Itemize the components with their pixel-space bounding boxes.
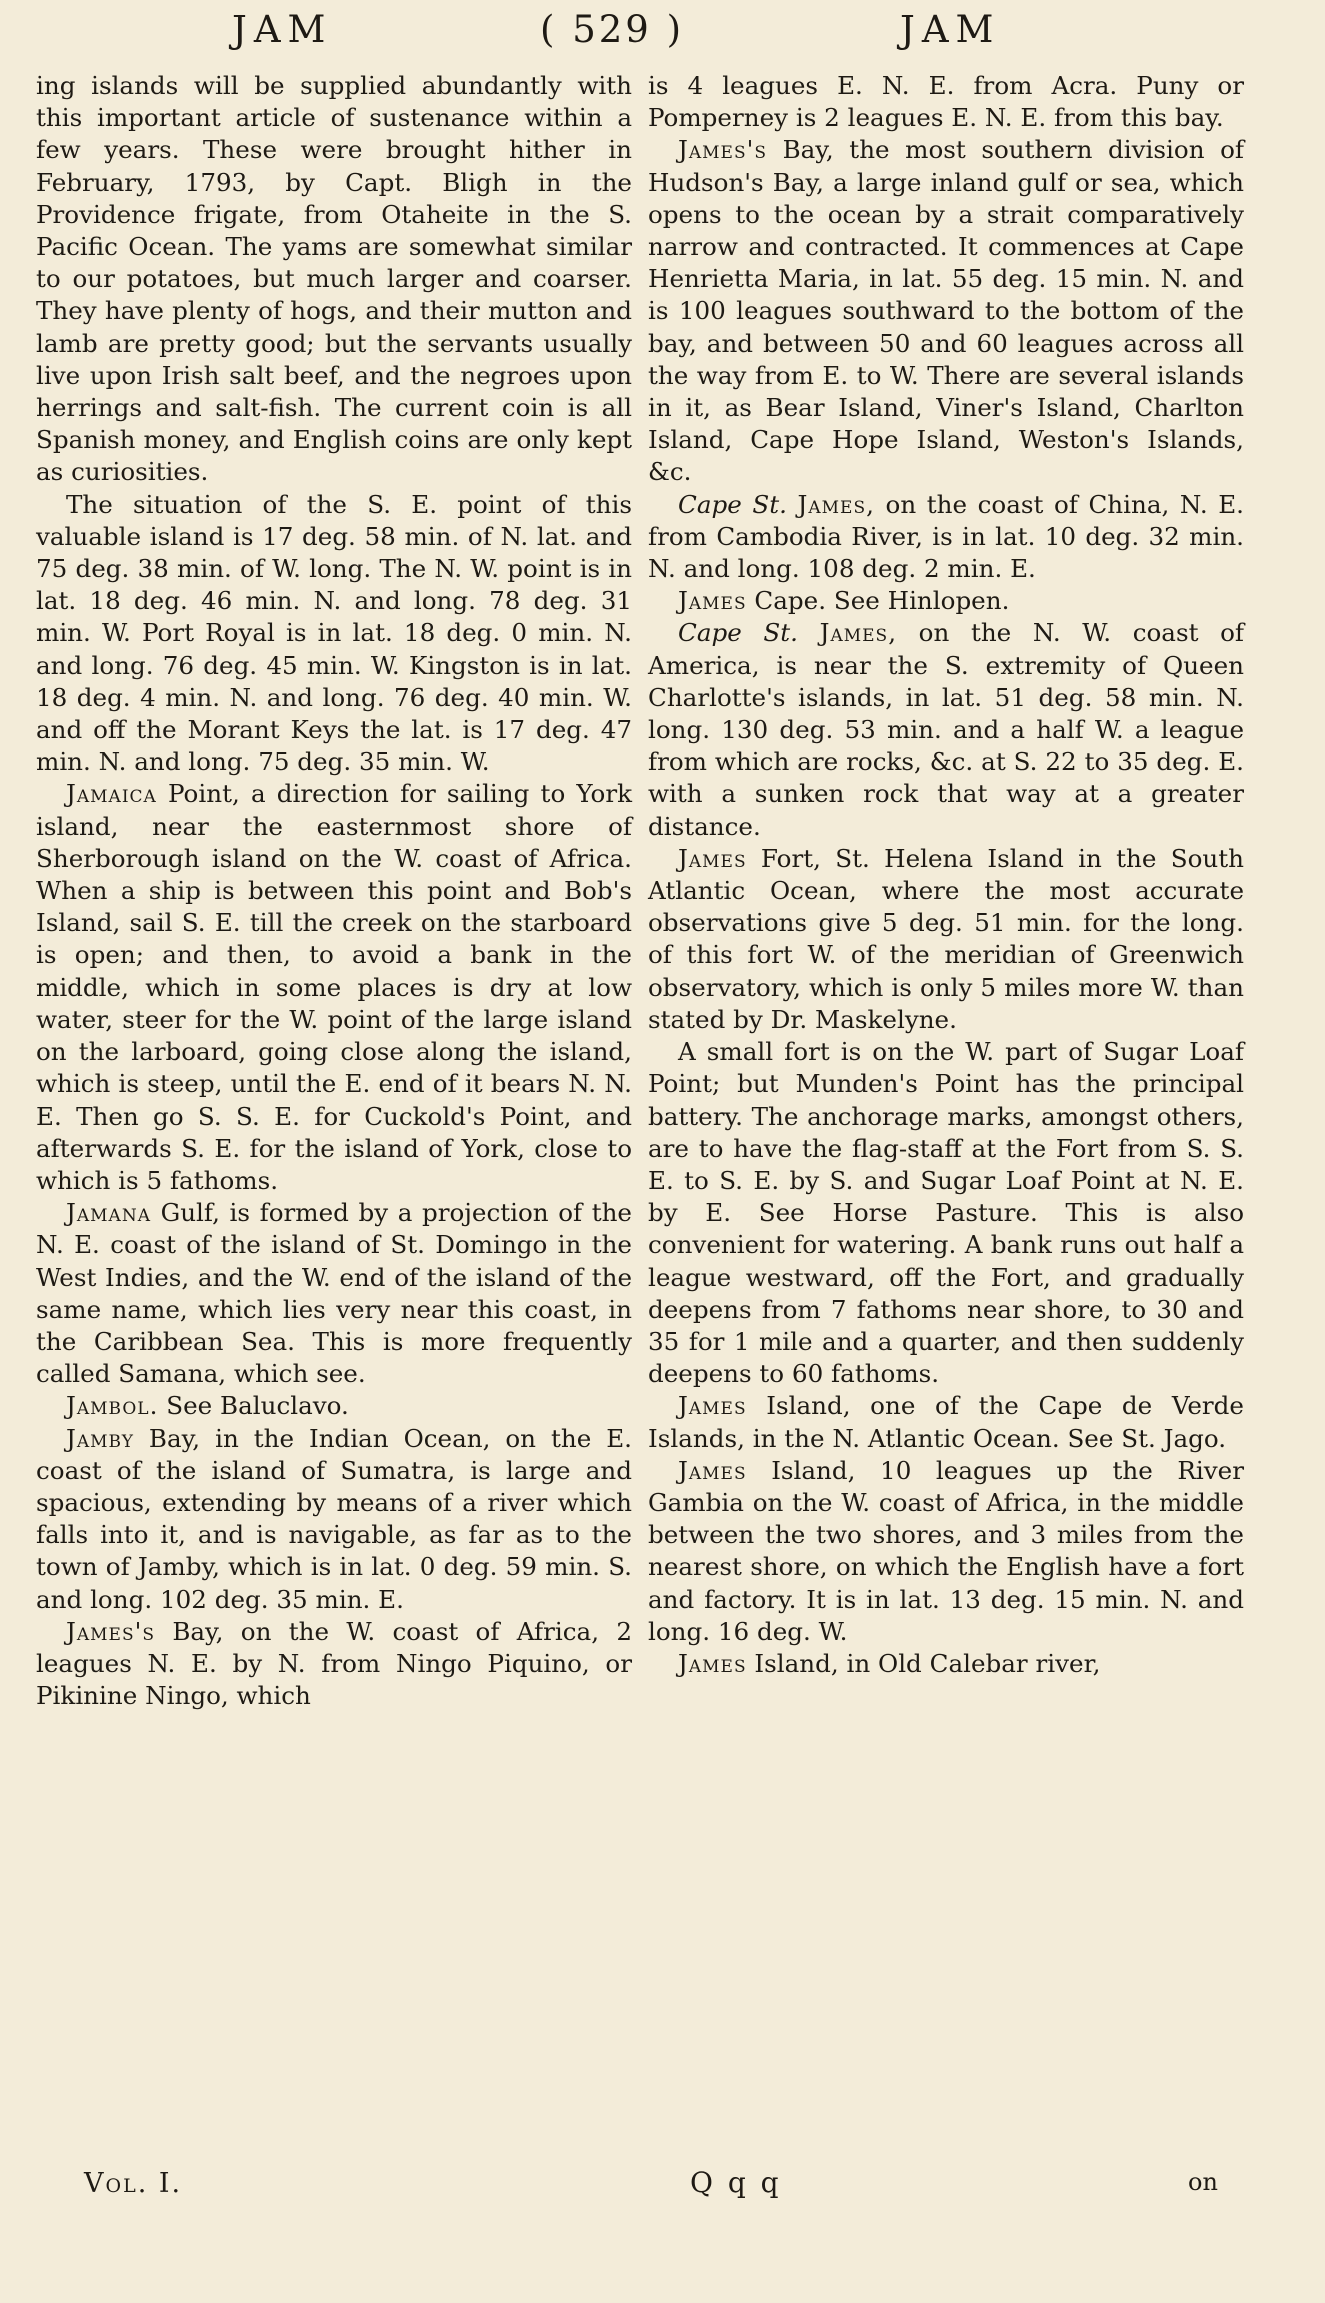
entry-headword: James bbox=[678, 843, 747, 873]
entry-text: Bay, the most southern division of Hudson's Bay, a large inland gulf or sea, which opens to the ocean by a strait comparatively narrow and contracted. It commences at Cape Henrietta Maria, in lat. 55 deg. 15 min. N. and is 100 leagues southward to the bottom of the bay, and between 50 and 60 leagues across all the way from E. to W. There are several islands in it, as Bear Island, Viner's Island, Charlton Island, Cape Hope Island, Weston's Islands, &c. bbox=[648, 135, 1244, 487]
entry-headword: Jamana bbox=[66, 1198, 151, 1228]
entry-paragraph bbox=[648, 1390, 1244, 1454]
entry-paragraph bbox=[36, 70, 632, 489]
entry-text: Island, one of the Cape de Verde Islands, in the N. Atlantic Ocean. See St. Jago. bbox=[648, 1391, 1244, 1453]
entry-paragraph bbox=[648, 134, 1244, 488]
entry-headword: Jamby bbox=[66, 1423, 134, 1453]
entry-paragraph bbox=[648, 70, 1244, 134]
entry-text: See Baluclavo. bbox=[158, 1391, 349, 1421]
entry-text: Bay, on the W. coast of Africa, 2 leagues N. E. by N. from Ningo Piquino, or Pikinine Ningo, which bbox=[36, 1616, 632, 1711]
header-left: JAM bbox=[232, 8, 333, 51]
entry-paragraph bbox=[648, 843, 1244, 1036]
left-column bbox=[36, 70, 632, 1712]
entry-text: Point, a direction for sailing to York island, near the easternmost shore of Sherborough island on the W. coast of Africa. When a ship is between this point and Bob's Island, sail S. E. till the creek on the starboard is open; and then, to avoid a bank in the middle, which in some places is dry at low water, steer for the W. point of the large island on the larboard, going close along the island, which is steep, until the E. end of it bears N. N. E. Then go S. S. E. for Cuckold's Point, and afterwards S. E. for the island of York, close to which is 5 fathoms. bbox=[36, 779, 632, 1195]
header-right: JAM bbox=[900, 8, 1001, 51]
entry-text: ing islands will be supplied abundantly with this important article of sustenance within a few years. These were brought hither in February, 1793, by Capt. Bligh in the Providence frigate, from Otaheite in the S. Pacific Ocean. The yams are somewhat similar to our potatoes, but much larger and coarser. They have plenty of hogs, and their mutton and lamb are pretty good; but the servants usually live upon Irish salt beef, and the negroes upon herrings and salt-fish. The current coin is all Spanish money, and English coins are only kept as curiosities. bbox=[36, 71, 632, 487]
entry-headword: James bbox=[678, 1391, 747, 1421]
entry-headword: James, bbox=[819, 618, 898, 648]
entry-headword: James's bbox=[66, 1616, 156, 1646]
entry-paragraph bbox=[36, 1197, 632, 1390]
entry-text: is 4 leagues E. N. E. from Acra. Puny or Pomperney is 2 leagues E. N. E. from this bay. bbox=[648, 71, 1244, 133]
entry-paragraph bbox=[648, 1648, 1244, 1680]
entry-paragraph bbox=[648, 489, 1244, 586]
entry-paragraph bbox=[648, 585, 1244, 617]
entry-headword: James, bbox=[797, 489, 875, 519]
entry-headword: Jambol. bbox=[66, 1391, 159, 1421]
entry-text: Gulf, is formed by a projection of the N. E. coast of the island of St. Domingo in the West Indies, and the W. end of the island of the same name, which lies very near this coast, in the Caribbean Sea. This is more frequently called Samana, which see. bbox=[36, 1198, 632, 1389]
running-header bbox=[0, 8, 1325, 58]
entry-paragraph bbox=[36, 1616, 632, 1713]
page-number: ( 529 ) bbox=[540, 8, 685, 51]
entry-text: The situation of the S. E. point of this valuable island is 17 deg. 58 min. of N. lat. and 75 deg. 38 min. of W. long. The N. W. point is in lat. 18 deg. 46 min. N. and long. 78 deg. 31 min. W. Port Royal is in lat. 18 deg. 0 min. N. and long. 76 deg. 45 min. W. Kingston is in lat. 18 deg. 4 min. N. and long. 76 deg. 40 min. W. and off the Morant Keys the lat. is 17 deg. 47 min. N. and long. 75 deg. 35 min. W. bbox=[36, 489, 632, 777]
signature-mark: Q q q bbox=[690, 2166, 782, 2199]
entry-headword: James bbox=[678, 586, 747, 616]
entry-headword: Jamaica bbox=[66, 779, 157, 809]
entry-text: Fort, St. Helena Island in the South Atlantic Ocean, where the most accurate observations give 5 deg. 51 min. for the long. of this fort W. of the meridian of Greenwich observatory, which is only 5 miles more W. than stated by Dr. Maskelyne. bbox=[648, 843, 1244, 1034]
volume-label: Vol. I. bbox=[84, 2168, 183, 2199]
entry-paragraph bbox=[648, 617, 1244, 842]
right-column bbox=[648, 70, 1244, 1680]
entry-headword: James's bbox=[678, 135, 768, 165]
catchword: on bbox=[1188, 2168, 1218, 2196]
entry-paragraph bbox=[36, 489, 632, 779]
entry-paragraph bbox=[648, 1455, 1244, 1648]
entry-text: on the N. W. coast of America, is near the S. extremity of Queen Charlotte's islands, in lat. 51 deg. 58 min. N. long. 130 deg. 53 min. and a half W. a league from which are rocks, &c. at S. 22 to 35 deg. E. with a sunken rock that way at a greater distance. bbox=[648, 618, 1244, 841]
entry-headword: James bbox=[678, 1455, 747, 1485]
entry-text: Island, 10 leagues up the River Gambia on the W. coast of Africa, in the middle between the two shores, and 3 miles from the nearest shore, on which the English have a fort and factory. It is in lat. 13 deg. 15 min. N. and long. 16 deg. W. bbox=[648, 1455, 1244, 1646]
entry-text: Bay, in the Indian Ocean, on the E. coast of the island of Sumatra, is large and spacious, extending by means of a river which falls into it, and is navigable, as far as to the town of Jamby, which is in lat. 0 deg. 59 min. S. and long. 102 deg. 35 min. E. bbox=[36, 1423, 632, 1614]
entry-paragraph bbox=[36, 1423, 632, 1616]
entry-prefix: Cape St. bbox=[678, 618, 820, 648]
entry-text: Cape. See Hinlopen. bbox=[746, 586, 1010, 616]
entry-text: Island, in Old Calebar river, bbox=[746, 1648, 1101, 1678]
entry-paragraph bbox=[36, 1390, 632, 1422]
entry-paragraph bbox=[36, 778, 632, 1197]
entry-text: on the coast of China, N. E. from Cambodia River, is in lat. 10 deg. 32 min. N. and long. 108 deg. 2 min. E. bbox=[648, 489, 1245, 584]
entry-paragraph bbox=[648, 1036, 1244, 1390]
entry-prefix: Cape St. bbox=[678, 489, 798, 519]
entry-text: A small fort is on the W. part of Sugar Loaf Point; but Munden's Point has the principal battery. The anchorage marks, amongst others, are to have the flag-staff at the Fort from S. S. E. to S. E. by S. and Sugar Loaf Point at N. E. by E. See Horse Pasture. This is also convenient for watering. A bank runs out half a league westward, off the Fort, and gradually deepens from 7 fathoms near shore, to 30 and 35 for 1 mile and a quarter, and then suddenly deepens to 60 fathoms. bbox=[648, 1037, 1244, 1389]
entry-headword: James bbox=[678, 1648, 747, 1678]
